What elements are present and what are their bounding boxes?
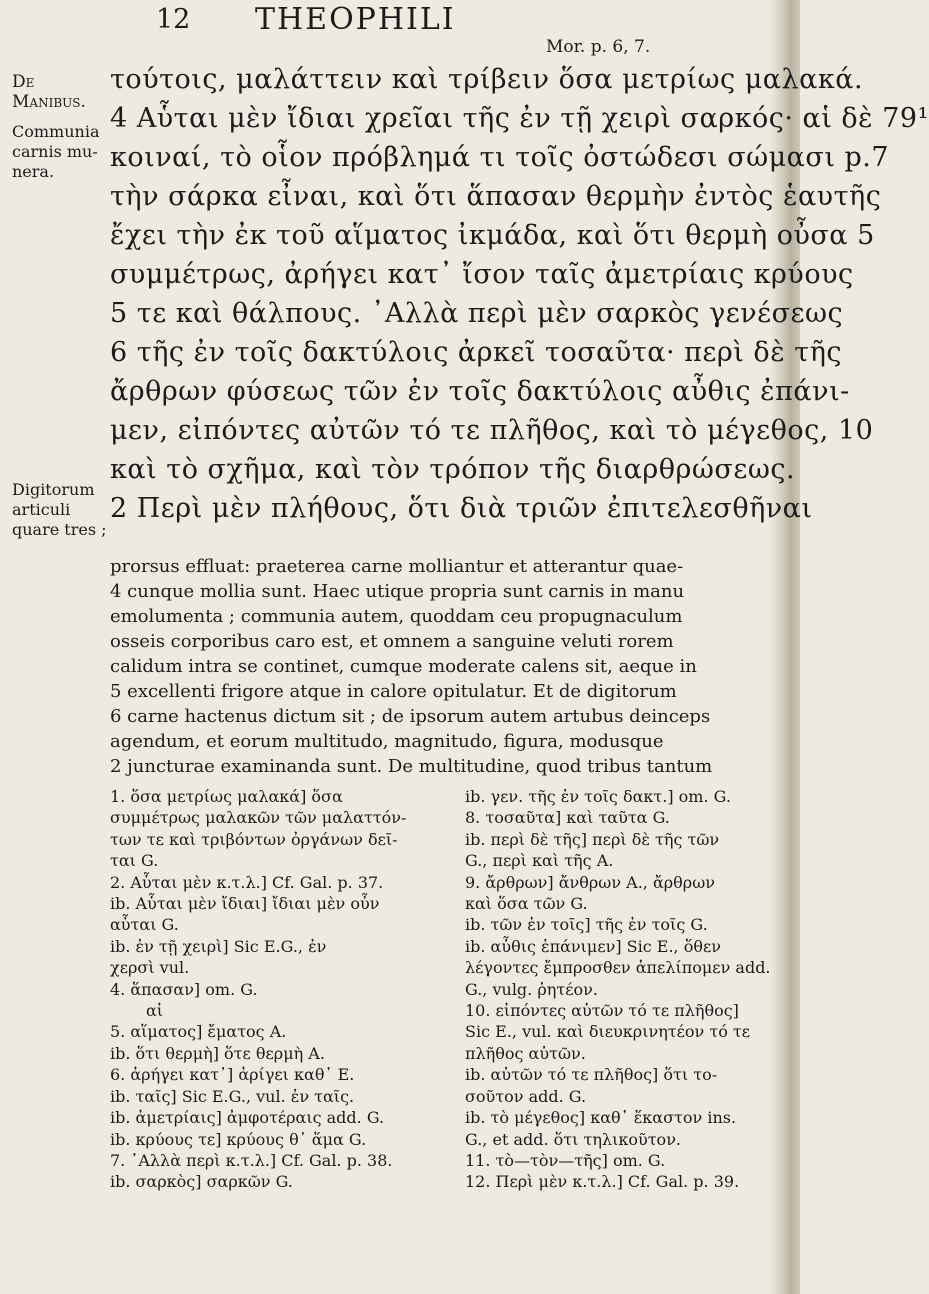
reference-marker: Mor. p. 6, 7. xyxy=(546,37,651,57)
footnote-line: 2. Αὗται μὲν κ.τ.λ.] Cf. Gal. p. 37. xyxy=(110,872,384,892)
footnote-line: ib. τὸ μέγεθος] καθ᾽ ἕκαστον ins. xyxy=(465,1108,737,1128)
sidenote-line: carnis mu- xyxy=(12,142,98,161)
footnote-line: καὶ ὅσα τῶν G. xyxy=(465,894,588,914)
footnote-line: 5. αἵματος] ἔματος A. xyxy=(110,1022,287,1042)
footnote-line: ib. αὐτῶν τό τε πλῆθος] ὅτι το- xyxy=(465,1065,718,1085)
footnote-line: ib. ὅτι θερμὴ] ὅτε θερμὴ A. xyxy=(110,1043,325,1063)
greek-line: συμμέτρως, ἀρήγει κατ᾽ ἴσον ταῖς ἀμετρίαις κρύους xyxy=(110,259,854,290)
footnote-line: ib. τῶν ἐν τοῖς] τῆς ἐν τοῖς G. xyxy=(465,915,708,935)
latin-line: emolumenta ; communia autem, quoddam ceu propugnaculum xyxy=(110,606,683,627)
footnote-line: ib. ἐν τῇ χειρὶ] Sic E.G., ἐν xyxy=(110,936,327,956)
footnote-line: ib. ἀμετρίαις] ἀμφοτέραις add. G. xyxy=(110,1108,385,1128)
sidenote-communia xyxy=(12,122,99,182)
footnote-line: πλῆθος αὐτῶν. xyxy=(465,1043,586,1063)
greek-line: μεν, εἰπόντες αὐτῶν τό τε πλῆθος, καὶ τὸ μέγεθος, 10 xyxy=(110,415,874,446)
greek-line: τὴν σάρκα εἶναι, καὶ ὅτι ἅπασαν θερμὴν ἐντὸς ἑαυτῆς xyxy=(110,181,882,212)
footnote-line: 8. τοσαῦτα] καὶ ταῦτα G. xyxy=(465,808,670,828)
footnote-line: 6. ἀρήγει κατ᾽] ἀρίγει καθ᾽ E. xyxy=(110,1065,355,1085)
footnote-line: ται G. xyxy=(110,851,159,871)
footnote-line: Sic E., vul. καὶ διευκρινητέον τό τε xyxy=(465,1022,751,1042)
sidenote-de-manibus xyxy=(12,72,86,112)
sidenote-line: Manibus. xyxy=(12,92,86,112)
greek-line: 2 Περὶ μὲν πλήθους, ὅτι διὰ τριῶν ἐπιτελεσθῆναι xyxy=(110,493,813,524)
footnote-line: ib. σαρκὸς] σαρκῶν G. xyxy=(110,1172,293,1192)
latin-line: prorsus effluat: praeterea carne molliantur et atterantur quae- xyxy=(110,556,684,577)
sidenote-digitorum xyxy=(12,480,107,540)
footnotes-left-column xyxy=(110,786,455,1193)
greek-line: ἄρθρων φύσεως τῶν ἐν τοῖς δακτύλοις αὖθις ἐπάνι- xyxy=(110,376,850,407)
latin-line: osseis corporibus caro est, et omnem a sanguine veluti rorem xyxy=(110,631,674,652)
latin-line: 5 excellenti frigore atque in calore opitulatur. Et de digitorum xyxy=(110,681,677,702)
footnote-line: 1. ὅσα μετρίως μαλακά] ὅσα xyxy=(110,787,343,806)
latin-line: agendum, et eorum multitudo, magnitudo, figura, modusque xyxy=(110,731,664,752)
footnote-line: αἱ xyxy=(146,1001,164,1021)
greek-line: 4 Αὗται μὲν ἴδιαι χρεῖαι τῆς ἐν τῇ χειρὶ σαρκός· αἱ δὲ 79¹ xyxy=(110,103,929,134)
greek-line: καὶ τὸ σχῆμα, καὶ τὸν τρόπον τῆς διαρθρώσεως. xyxy=(110,454,796,485)
footnote-line: ib. αὖθις ἐπάνιμεν] Sic E., ὅθεν xyxy=(465,936,722,956)
footnote-line: 12. Περὶ μὲν κ.τ.λ.] Cf. Gal. p. 39. xyxy=(465,1172,740,1192)
footnote-line: G., et add. ὅτι τηλικοῦτον. xyxy=(465,1129,681,1149)
sidenote-line: De xyxy=(12,72,35,92)
footnotes-right-column xyxy=(465,786,775,1193)
sidenote-line: Communia xyxy=(12,122,100,141)
running-head: THEOPHILI xyxy=(255,2,456,37)
greek-line: κοιναί, τὸ οἷον πρόβλημά τι τοῖς ὀστώδεσι σώμασι p.7 xyxy=(110,142,890,173)
footnote-line: ib. Αὗται μὲν ἴδιαι] ἴδιαι μὲν οὖν xyxy=(110,894,380,914)
footnote-line: 9. ἄρθρων] ἄνθρων A., ἄρθρων xyxy=(465,872,715,892)
latin-line: 2 juncturae examinanda sunt. De multitudine, quod tribus tantum xyxy=(110,756,713,777)
footnote-line: 4. ἅπασαν] om. G. xyxy=(110,979,258,999)
greek-line: ἔχει τὴν ἐκ τοῦ αἵματος ἰκμάδα, καὶ ὅτι θερμὴ οὖσα 5 xyxy=(110,220,875,251)
footnote-line: σοῦτον add. G. xyxy=(465,1086,587,1106)
footnote-line: ib. κρύους τε] κρύους θ᾽ ἅμα G. xyxy=(110,1129,367,1149)
footnote-line: 11. τὸ—τὸν—τῆς] om. G. xyxy=(465,1150,666,1170)
greek-line: τούτοις, μαλάττειν καὶ τρίβειν ὅσα μετρίως μαλακά. xyxy=(110,64,864,95)
footnote-line: 10. εἰπόντες αὐτῶν τό τε πλῆθος] xyxy=(465,1001,739,1021)
greek-line: 5 τε καὶ θάλπους. ᾿Αλλὰ περὶ μὲν σαρκὸς γενέσεως xyxy=(110,298,844,329)
footnote-line: χερσὶ vul. xyxy=(110,958,190,978)
sidenote-line: nera. xyxy=(12,162,55,181)
footnote-line: συμμέτρως μαλακῶν τῶν μαλαττόν- xyxy=(110,808,407,828)
footnote-line: αὗται G. xyxy=(110,915,179,935)
latin-line: 4 cunque mollia sunt. Haec utique propria sunt carnis in manu xyxy=(110,581,685,602)
footnote-line: G., περὶ καὶ τῆς A. xyxy=(465,851,614,871)
greek-line: 6 τῆς ἐν τοῖς δακτύλοις ἀρκεῖ τοσαῦτα· περὶ δὲ τῆς xyxy=(110,337,842,368)
footnote-line: 7. ᾿Αλλὰ περὶ κ.τ.λ.] Cf. Gal. p. 38. xyxy=(110,1150,393,1170)
footnote-line: G., vulg. ῥητέον. xyxy=(465,979,598,999)
latin-line: 6 carne hactenus dictum sit ; de ipsorum autem artubus deinceps xyxy=(110,706,711,727)
latin-line: calidum intra se continet, cumque moderate calens sit, aeque in xyxy=(110,656,697,677)
footnote-line: ib. γεν. τῆς ἐν τοῖς δακτ.] om. G. xyxy=(465,787,731,806)
sidenote-line: quare tres ; xyxy=(12,520,107,539)
sidenote-line: Digitorum xyxy=(12,480,95,499)
page-number: 12 xyxy=(156,4,191,35)
footnote-line: των τε καὶ τριβόντων ὀργάνων δεῖ- xyxy=(110,829,398,849)
footnote-line: ib. ταῖς] Sic E.G., vul. ἐν ταῖς. xyxy=(110,1086,355,1106)
sidenote-line: articuli xyxy=(12,500,71,519)
footnote-line: λέγοντες ἔμπροσθεν ἀπελίπομεν add. xyxy=(465,958,771,978)
footnote-line: ib. περὶ δὲ τῆς] περὶ δὲ τῆς τῶν xyxy=(465,829,720,849)
